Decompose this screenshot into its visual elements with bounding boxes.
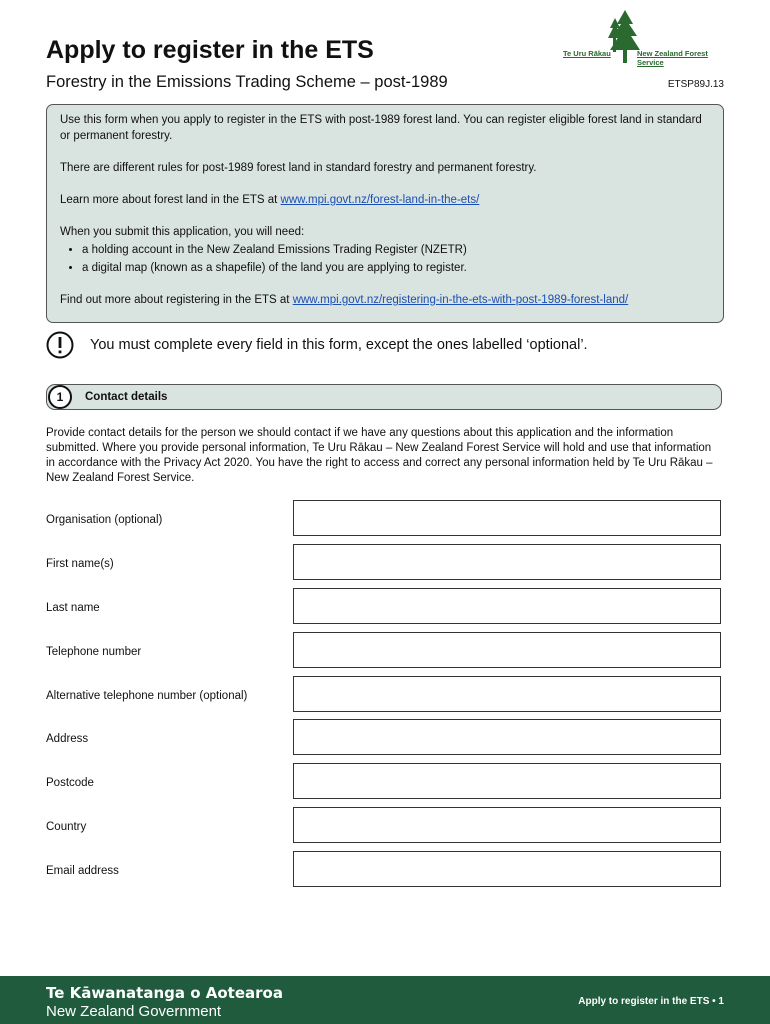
last-name-label: Last name bbox=[46, 602, 100, 614]
intro-panel bbox=[46, 104, 724, 323]
alt-telephone-row bbox=[46, 676, 723, 714]
alt-telephone-label: Alternative telephone number (optional) bbox=[46, 690, 248, 702]
postcode-label: Postcode bbox=[46, 777, 94, 789]
find-out-text: Find out more about registering in the ETS at bbox=[60, 294, 293, 306]
last-name-row bbox=[46, 588, 723, 626]
address-row bbox=[46, 719, 723, 757]
organisation-input[interactable] bbox=[293, 500, 721, 536]
first-name-label: First name(s) bbox=[46, 558, 114, 570]
requirement-item: • a holding account in the New Zealand Emissions Trading Register (NZETR) bbox=[82, 242, 710, 258]
gov-name-english: New Zealand Government bbox=[46, 1003, 222, 1020]
need-intro: When you submit this application, you will need: bbox=[60, 226, 305, 238]
telephone-row bbox=[46, 632, 723, 670]
postcode-row bbox=[46, 763, 723, 801]
learn-more-paragraph bbox=[60, 192, 710, 208]
tree-icon bbox=[607, 10, 641, 64]
required-fields-notice bbox=[46, 330, 588, 360]
address-input[interactable] bbox=[293, 719, 721, 755]
footer bbox=[0, 976, 770, 1024]
telephone-label: Telephone number bbox=[46, 646, 142, 658]
page-title: Apply to register in the ETS bbox=[46, 36, 374, 64]
telephone-input[interactable] bbox=[293, 632, 721, 668]
exclamation-icon bbox=[46, 331, 74, 359]
section-number: 1 bbox=[48, 385, 72, 409]
te-uru-rakau-logo bbox=[563, 10, 725, 67]
logo-forest-service-text: New Zealand Forest Service bbox=[637, 49, 708, 67]
section-title: Contact details bbox=[85, 391, 168, 403]
alt-telephone-input[interactable] bbox=[293, 676, 721, 712]
intro-paragraph: Use this form when you apply to register in the ETS with post-1989 forest land. You can register eligible forest land in standard or permanent forestry. bbox=[60, 114, 702, 142]
first-name-input[interactable] bbox=[293, 544, 721, 580]
form-code: ETSP89J.13 bbox=[667, 79, 724, 90]
find-out-paragraph bbox=[60, 292, 710, 308]
registering-link[interactable]: www.mpi.govt.nz/registering-in-the-ets-with-post-1989-forest-land/ bbox=[292, 294, 629, 306]
country-input[interactable] bbox=[293, 807, 721, 843]
postcode-input[interactable] bbox=[293, 763, 721, 799]
email-input[interactable] bbox=[293, 851, 721, 887]
section-intro: Provide contact details for the person we should contact if we have any questions about this application and the information submitted. Where you provide personal information, Te Uru Rākau – New Zealand Forest Service will hold and use that information in accordance with the Privacy Act 2020. You have the right to access and correct any personal information held by Te Uru Rākau – New Zealand Forest Service. bbox=[46, 427, 713, 484]
page-subtitle: Forestry in the Emissions Trading Scheme – post-1989 bbox=[46, 73, 448, 91]
forest-land-link[interactable]: www.mpi.govt.nz/forest-land-in-the-ets/ bbox=[280, 194, 480, 206]
address-label: Address bbox=[46, 733, 89, 745]
last-name-input[interactable] bbox=[293, 588, 721, 624]
notice-text: You must complete every field in this form, except the ones labelled ‘optional’. bbox=[90, 337, 588, 353]
country-row bbox=[46, 807, 723, 845]
organisation-row bbox=[46, 500, 723, 538]
page-number-label: Apply to register in the ETS • 1 bbox=[578, 996, 724, 1007]
requirements-list bbox=[60, 242, 710, 276]
requirement-item: • a digital map (known as a shapefile) of the land you are applying to register. bbox=[82, 260, 710, 276]
learn-more-text: Learn more about forest land in the ETS at bbox=[60, 194, 281, 206]
organisation-label: Organisation (optional) bbox=[46, 514, 163, 526]
gov-name-maori: Te Kāwanatanga o Aotearoa bbox=[46, 984, 283, 1002]
logo-te-uru-rakau-text: Te Uru Rākau bbox=[563, 49, 611, 58]
section-contact-details-header bbox=[46, 384, 722, 410]
rules-paragraph: There are different rules for post-1989 forest land in standard forestry and permanent forestry. bbox=[60, 162, 537, 174]
email-row bbox=[46, 851, 723, 889]
country-label: Country bbox=[46, 821, 87, 833]
first-name-row bbox=[46, 544, 723, 582]
email-label: Email address bbox=[46, 865, 119, 877]
